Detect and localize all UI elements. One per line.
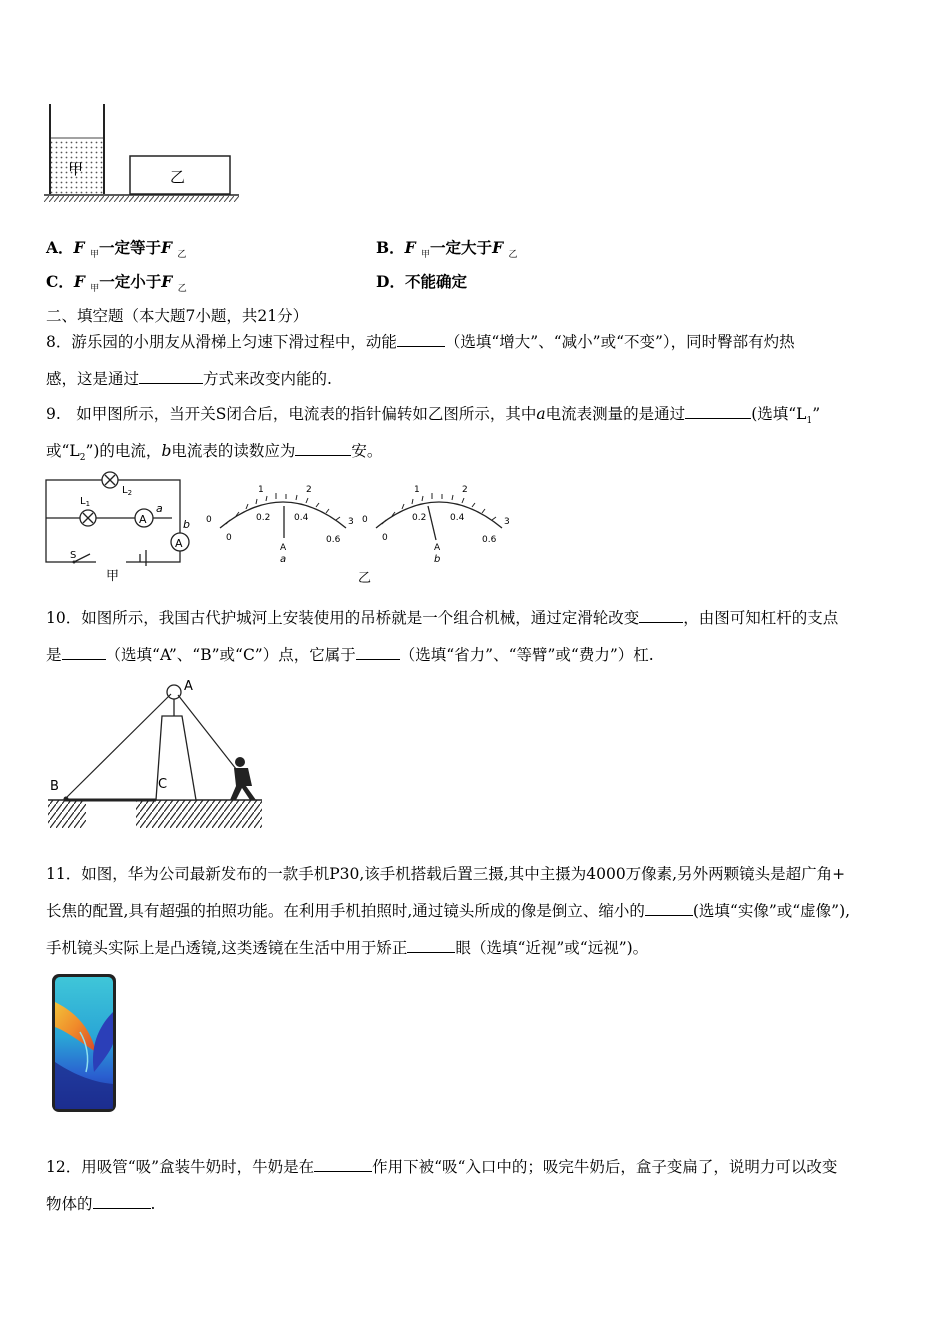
q11-line3: 手机镜头实际上是凸透镜,这类透镜在生活中用于矫正 眼（选填“近视”或“远视”)。 (46, 939, 649, 957)
q8-blank-1[interactable] (397, 332, 445, 347)
q12-blank-2[interactable] (93, 1194, 151, 1209)
svg-text:3: 3 (348, 517, 354, 527)
q10-line2: 是 （选填“A”、“B”或“C”）点，它属于 （选填“省力”、“等臂”或“费力”）杠. (46, 646, 654, 664)
q12-line2: 物体的 . (46, 1195, 156, 1213)
label-jia: 甲 (68, 160, 84, 178)
figure-q10-drawbridge (44, 676, 270, 832)
svg-text:1: 1 (414, 485, 420, 495)
meter-a-symbol: A (139, 513, 147, 526)
label-A: A (184, 679, 193, 694)
svg-text:3: 3 (504, 517, 510, 527)
svg-text:2: 2 (306, 485, 312, 495)
section-title: 二、填空题（本大题7小题，共21分） (46, 307, 309, 325)
figure-q7-containers (44, 100, 244, 205)
svg-text:0: 0 (226, 533, 232, 543)
label-switch: S (70, 550, 77, 561)
svg-text:0.6: 0.6 (482, 535, 497, 545)
q11-line1: 11．如图，华为公司最新发布的一款手机P30,该手机搭载后置三摄,其中主摄为4000万像素,另外两颗镜头是超广角+ (46, 865, 846, 883)
q11-line2: 长焦的配置,具有超强的拍照功能。在利用手机拍照时,通过镜头所成的像是倒立、缩小的 (选填“实像”或“虚像”), (46, 902, 851, 920)
option-d[interactable]: D．不能确定 (376, 272, 467, 291)
label-C: C (158, 777, 168, 792)
q12-blank-1[interactable] (314, 1157, 372, 1172)
q10-blank-2[interactable] (62, 645, 106, 660)
label-yi-9: 乙 (358, 571, 372, 586)
q11-blank-1[interactable] (645, 901, 693, 916)
q10-blank-1[interactable] (639, 608, 683, 623)
q9-blank-1[interactable] (685, 404, 751, 419)
figure-q9-circuit (40, 466, 530, 586)
option-a[interactable]: A．F $_甲$一定等于F $_乙$ (46, 238, 187, 261)
option-b[interactable]: B．F $_甲$一定大于F $_乙$ (376, 238, 518, 261)
svg-text:0.4: 0.4 (450, 513, 465, 523)
ammeter-dial-a (206, 485, 354, 565)
meter-b-symbol: A (175, 537, 183, 550)
q10-line1: 10．如图所示，我国古代护城河上安装使用的吊桥就是一个组合机械，通过定滑轮改变 ，由图可知杠杆的支点 (46, 609, 839, 627)
ammeter-dial-b (358, 485, 510, 586)
svg-text:0: 0 (382, 533, 388, 543)
figure-q11-phone (50, 972, 118, 1114)
q12-line1: 12．用吸管“吸”盒装牛奶时，牛奶是在 作用下被“吸“入口中的；吸完牛奶后，盒子变扁了，说明力可以改变 (46, 1158, 838, 1176)
svg-text:0: 0 (362, 515, 368, 525)
svg-text:A: A (434, 543, 441, 553)
q9-line2: 或“$L_2$”)的电流，b电流表的读数应为 安。 (46, 442, 383, 464)
label-jia-9: 甲 (106, 569, 120, 584)
q9-line1: 9. 如甲图所示，当开关S闭合后，电流表的指针偏转如乙图所示，其中a电流表测量的是通过 (选填“$L_1$” (46, 405, 821, 427)
svg-text:b: b (434, 554, 441, 565)
q8-line2: 感，这是通过 方式来改变内能的. (46, 370, 332, 388)
svg-text:0.4: 0.4 (294, 513, 309, 523)
q9-blank-2[interactable] (295, 441, 351, 456)
svg-text:a: a (280, 554, 287, 565)
svg-text:2: 2 (462, 485, 468, 495)
label-meter-b: b (183, 518, 190, 531)
label-l2: $L_2$ (122, 485, 133, 497)
label-yi: 乙 (170, 168, 186, 186)
q11-blank-2[interactable] (407, 938, 455, 953)
label-meter-a: a (156, 502, 163, 515)
svg-text:0.2: 0.2 (256, 513, 271, 523)
q10-blank-3[interactable] (356, 645, 400, 660)
label-l1: $L_1$ (80, 496, 91, 508)
q8-blank-2[interactable] (139, 369, 203, 384)
svg-text:A: A (280, 543, 287, 553)
svg-text:0.6: 0.6 (326, 535, 341, 545)
svg-text:1: 1 (258, 485, 264, 495)
q8-line1: 8．游乐园的小朋友从滑梯上匀速下滑过程中，动能 （选填“增大”、“减小”或“不变”），同时臀部有灼热 (46, 333, 795, 351)
svg-text:0.2: 0.2 (412, 513, 427, 523)
label-B: B (50, 779, 59, 794)
option-c[interactable]: C．F $_甲$一定小于F $_乙$ (46, 272, 187, 295)
svg-text:0: 0 (206, 515, 212, 525)
